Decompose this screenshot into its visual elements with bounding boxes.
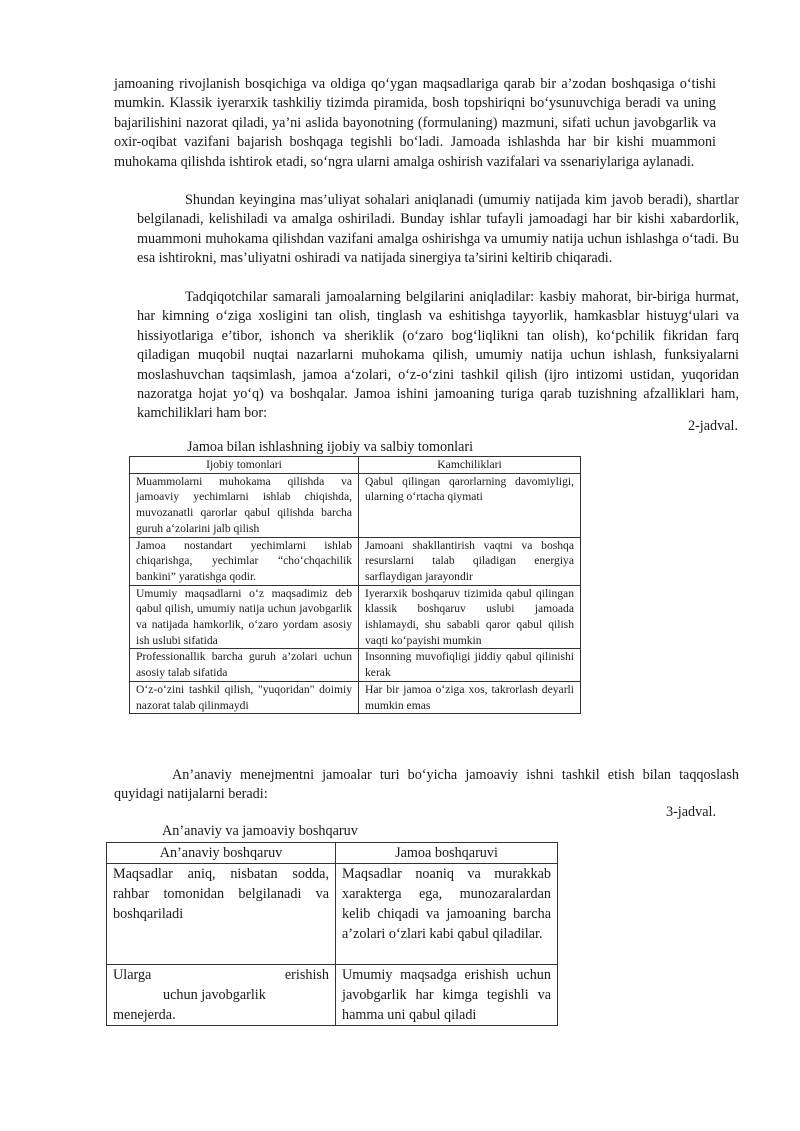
table-cell: Iyerarxik boshqaruv tizimida qabul qilingan klassik boshqaruv uslubi jamoada ishlamaydi, shu sababli qaror qabul qilish vaqti ko‘payishi mumkin (359, 585, 581, 649)
table-2-label: 2-jadval. (687, 418, 738, 434)
table-header-cell: Ijobiy tomonlari (130, 457, 359, 474)
table-2-caption: Jamoa bilan ishlashning ijobiy va salbiy tomonlari (187, 439, 474, 455)
table-row (107, 965, 558, 1026)
table-3-caption: An’anaviy va jamoaviy boshqaruv (162, 823, 358, 839)
table-header-cell: Jamoa boshqaruvi (336, 843, 558, 864)
table-cell: Jamoa nostandart yechimlarni ishlab chiqarishga, yechimlar “cho‘chqachilik bankini” yaratishga qodir. (130, 537, 359, 585)
paragraph-1: jamoaning rivojlanish bosqichiga va oldiga qo‘ygan maqsadlariga qarab bir a’zodan boshqasiga o‘tishi mumkin. Klassik iyerarxik tashkiliy tizimda piramida, bosh topshiriqni bo‘ysunuvchiga beradi va uning bajarilishini nazorat qiladi, ya’ni aslida bayonotning (formulaning) mazmuni, sifati uchun javobgarlik va oxir-oqibat vazifani bajarish boshqaga tegishli bo‘ladi. Jamoada ishlashda har bir kishi muammoni muhokama qilishda ishtirok etadi, so‘ngra ularni amalga oshirish vazifalari va ssenariylariga aylanadi. (114, 76, 716, 170)
table-header-row (130, 457, 581, 474)
table-cell: Qabul qilingan qarorlarning davomiyligi, ularning o‘rtacha qiymati (359, 473, 581, 537)
paragraph-2: Shundan keyingina mas’uliyat sohalari aniqlanadi (umumiy natijada kim javob beradi), shartlar belgilanadi, kelishiladi va amalga oshiriladi. Bunday ishlar tufayli jamoadagi har bir kishi xabardorlik, muammoni muhokama qilishdan vazifani amalga oshirishga va umumiy natija uchun ishlashga o‘tadi. Bu esa ishtirokni, mas’uliyatni oshiradi va natijada sinergiya ta’sirini keltirib chiqaradi. (137, 192, 739, 267)
cell-word: erishish (284, 967, 329, 983)
table-header-cell: Kamchiliklari (359, 457, 581, 474)
table-cell: Maqsadlar noaniq va murakkab xarakterga ega, munozaralardan kelib chiqadi va jamoaning barcha a’zolari o‘zlari kabi qabul qiladilar. (336, 864, 558, 965)
table-row (130, 585, 581, 649)
cell-line-1 (113, 965, 329, 985)
table-cell: Jamoani shakllantirish vaqtni va boshqa resurslarni talab qiladigan energiya sarflaydigan jarayondir (359, 537, 581, 585)
cell-line-2: uchun javobgarlik (163, 987, 266, 1003)
table-cell: Har bir jamoa o‘ziga xos, takrorlash deyarli mumkin emas (359, 681, 581, 713)
paragraph-3: Tadqiqotchilar samarali jamoalarning belgilarini aniqladilar: kasbiy mahorat, bir-biriga hurmat, har kimning o‘ziga xosligini tan olish, tinglash va eshitishga tayyorlik, hamkasblar histuyg‘ulari va hissiyotlariga e’tibor, ishonch va sheriklik (o‘zaro bog‘liqlikni tan olish), ko‘pchilik fikridan farq qiladigan muqobil nuqtai nazarlarni muhokama qilish, umumiy natija uchun ishlash, funksiyalarni moslashuvchan taqsimlash, jamoa a‘zolari, o‘z-o‘zini tashkil qilish (ijro intizomi ustidan, yuqoridan nazoratga hojat yo‘q) va boshqalar. Jamoa ishini jamoaning turiga qarab tuzishning afzalliklari ham, kamchiliklari ham bor: (137, 289, 739, 422)
table-row (107, 864, 558, 965)
paragraph-4: An’anaviy menejmentni jamoalar turi bo‘yicha jamoaviy ishni tashkil etish bilan taqqoslash quyidagi natijalarni beradi: (114, 767, 739, 803)
table-row (130, 649, 581, 681)
table-cell: Muammolarni muhokama qilishda va jamoaviy yechimlarni ishlab chiqishda, muvozanatli qarorlar qabul qilishda barcha guruh a‘zolarini jalb qilish (130, 473, 359, 537)
table-cell: Maqsadlar aniq, nisbatan sodda, rahbar tomonidan belgilanadi va boshqariladi (107, 864, 336, 965)
table-row (130, 473, 581, 537)
table-cell: Insonning muvofiqligi jiddiy qabul qilinishi kerak (359, 649, 581, 681)
table-3-label: 3-jadval. (665, 804, 716, 820)
table-header-row (107, 843, 558, 864)
table-cell: Umumiy maqsadlarni o‘z maqsadimiz deb qabul qilish, umumiy natija uchun javobgarlik va natijada hamkorlik, o‘zaro yordam asosiy ish uslubi sifatida (130, 585, 359, 649)
table-row (130, 537, 581, 585)
table-3 (106, 842, 558, 1026)
table-cell: O‘z-o‘zini tashkil qilish, "yuqoridan" doimiy nazorat talab qilinmaydi (130, 681, 359, 713)
table-row (130, 681, 581, 713)
table-cell: Professionallik barcha guruh a’zolari uchun asosiy talab sifatida (130, 649, 359, 681)
cell-word: Ularga (113, 967, 152, 983)
table-cell (107, 965, 336, 1026)
table-header-cell: An’anaviy boshqaruv (107, 843, 336, 864)
table-2 (129, 456, 581, 714)
table-cell: Umumiy maqsadga erishish uchun javobgarlik har kimga tegishli va hamma uni qabul qiladi (336, 965, 558, 1026)
cell-line-3: menejerda. (113, 1007, 176, 1023)
